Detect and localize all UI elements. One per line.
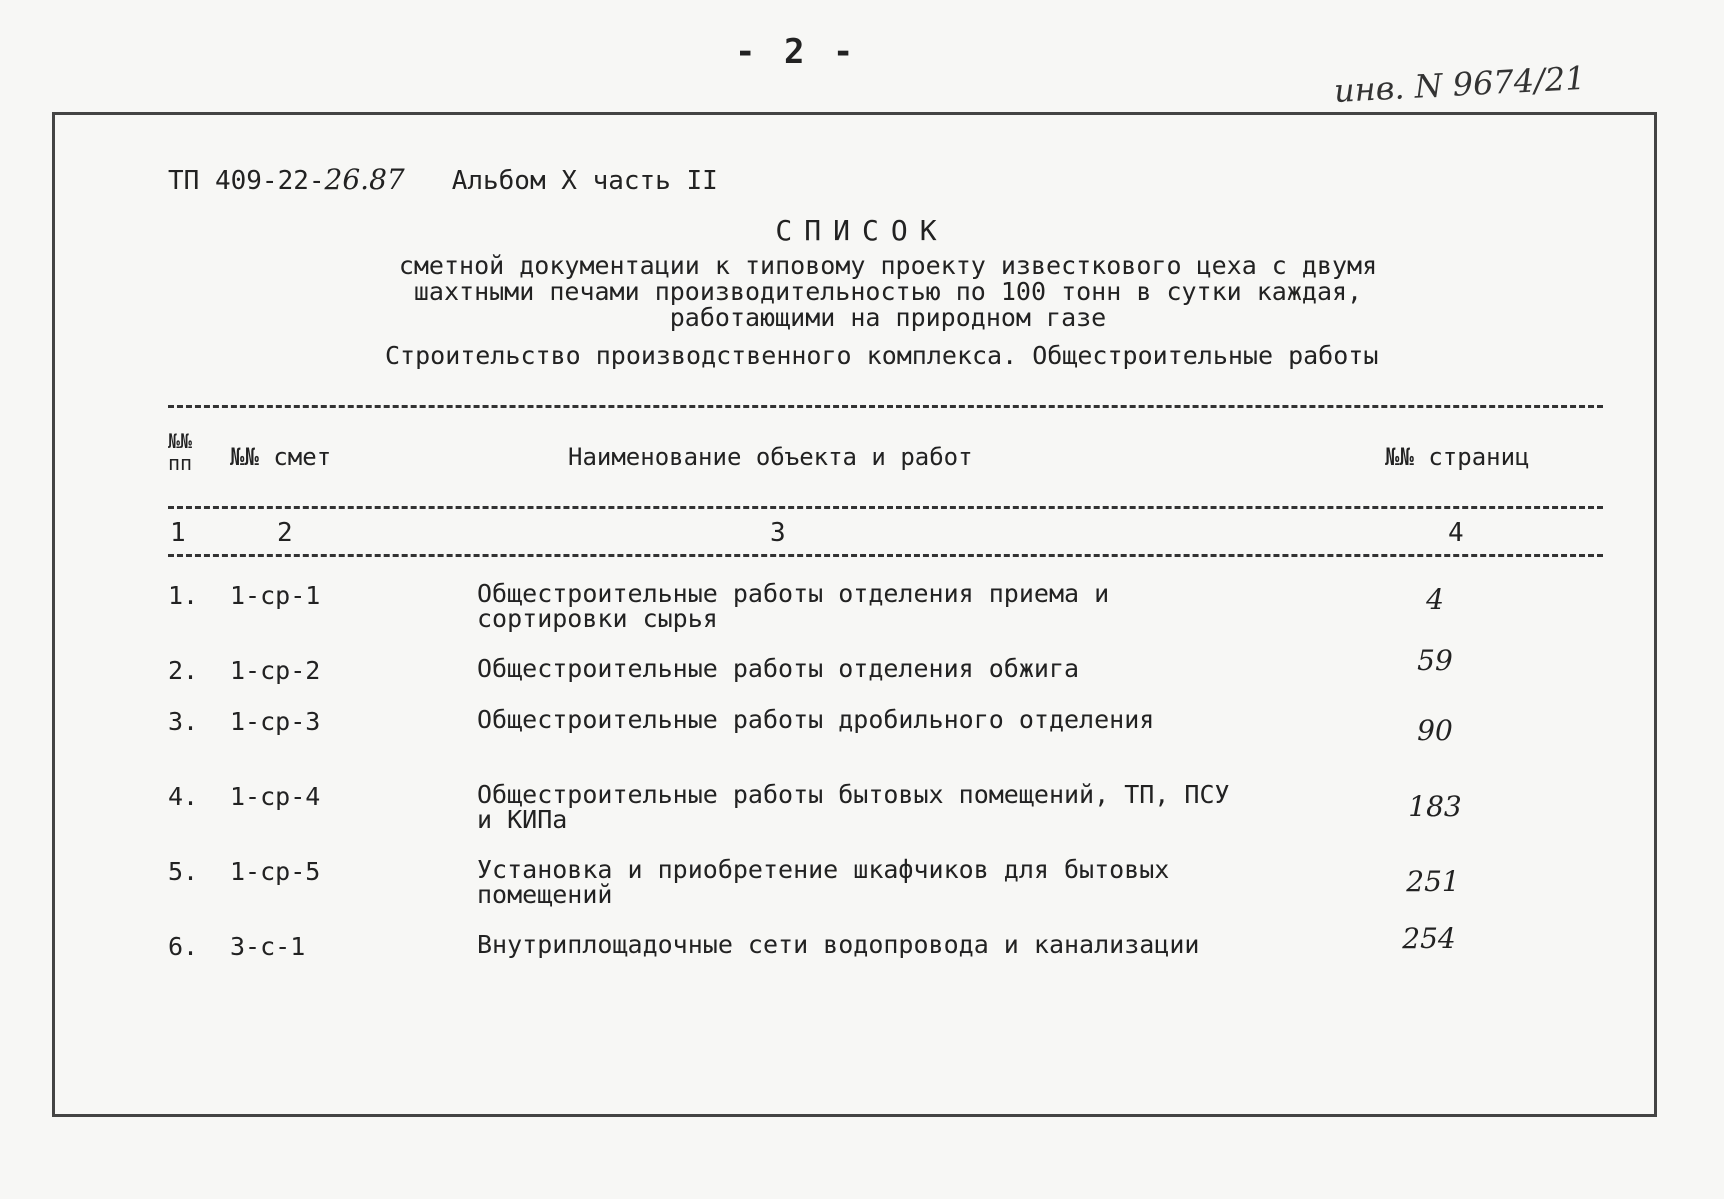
work-description: Общестроительные работы отделения обжига (477, 654, 1080, 683)
document-title: СПИСОК (775, 214, 949, 247)
page-reference: 59 (1417, 644, 1453, 677)
estimate-code: 1-ср-1 (230, 581, 321, 610)
designation-handwritten: 26.87 (324, 163, 405, 196)
row-number: 2. (168, 656, 199, 685)
document-subtitle (383, 253, 1393, 331)
column-header-num: №№ пп (168, 429, 193, 475)
table-divider (168, 506, 1603, 509)
page-number: - 2 - (735, 32, 858, 72)
subtitle-line: сметной документации к типовому проекту известкового цеха с двумя (398, 251, 1378, 280)
row-number: 1. (168, 581, 199, 610)
row-number: 4. (168, 782, 199, 811)
row-number: 5. (168, 857, 199, 886)
column-number-1: 1 (170, 518, 186, 548)
document-designation (168, 163, 718, 196)
page-reference: 183 (1408, 790, 1462, 823)
work-description: Общестроительные работы бытовых помещений, ТП, ПСУ и КИПа (477, 780, 1230, 834)
estimate-code: 1-ср-3 (230, 707, 321, 736)
work-description: Общестроительные работы отделения приема и сортировки сырья (477, 579, 1110, 633)
estimate-code: 1-ср-5 (230, 857, 321, 886)
column-header-code: №№ смет (230, 443, 332, 471)
estimate-code: 1-ср-2 (230, 656, 321, 685)
page-reference: 251 (1406, 865, 1460, 898)
column-number-2: 2 (277, 518, 293, 548)
subtitle-line: работающими на природном газе (669, 303, 1107, 332)
column-number-4: 4 (1448, 518, 1464, 548)
work-description: Внутриплощадочные сети водопровода и канализации (477, 930, 1200, 959)
page-reference: 254 (1402, 922, 1456, 955)
subtitle-line: шахтными печами производительностью по 100 тонн в сутки каждая, (413, 277, 1363, 306)
work-description: Общестроительные работы дробильного отделения (477, 705, 1155, 734)
estimate-code: 1-ср-4 (230, 782, 321, 811)
column-header-page: №№ страниц (1385, 443, 1530, 471)
table-divider (168, 405, 1603, 408)
row-number: 3. (168, 707, 199, 736)
designation-printed: ТП 409-22- (168, 166, 325, 196)
column-header-name: Наименование объекта и работ (568, 443, 973, 471)
work-description: Установка и приобретение шкафчиков для бытовых помещений (477, 855, 1170, 909)
estimate-code: 3-с-1 (230, 932, 306, 961)
section-title: Строительство производственного комплекса. Общестроительные работы (385, 341, 1379, 370)
column-number-3: 3 (770, 518, 786, 548)
inventory-number: инв. N 9674/21 (1333, 58, 1587, 110)
page-reference: 90 (1417, 714, 1453, 747)
row-number: 6. (168, 932, 199, 961)
album-label: Альбом X часть II (451, 166, 718, 196)
page-reference: 4 (1426, 583, 1444, 616)
table-divider (168, 554, 1603, 557)
